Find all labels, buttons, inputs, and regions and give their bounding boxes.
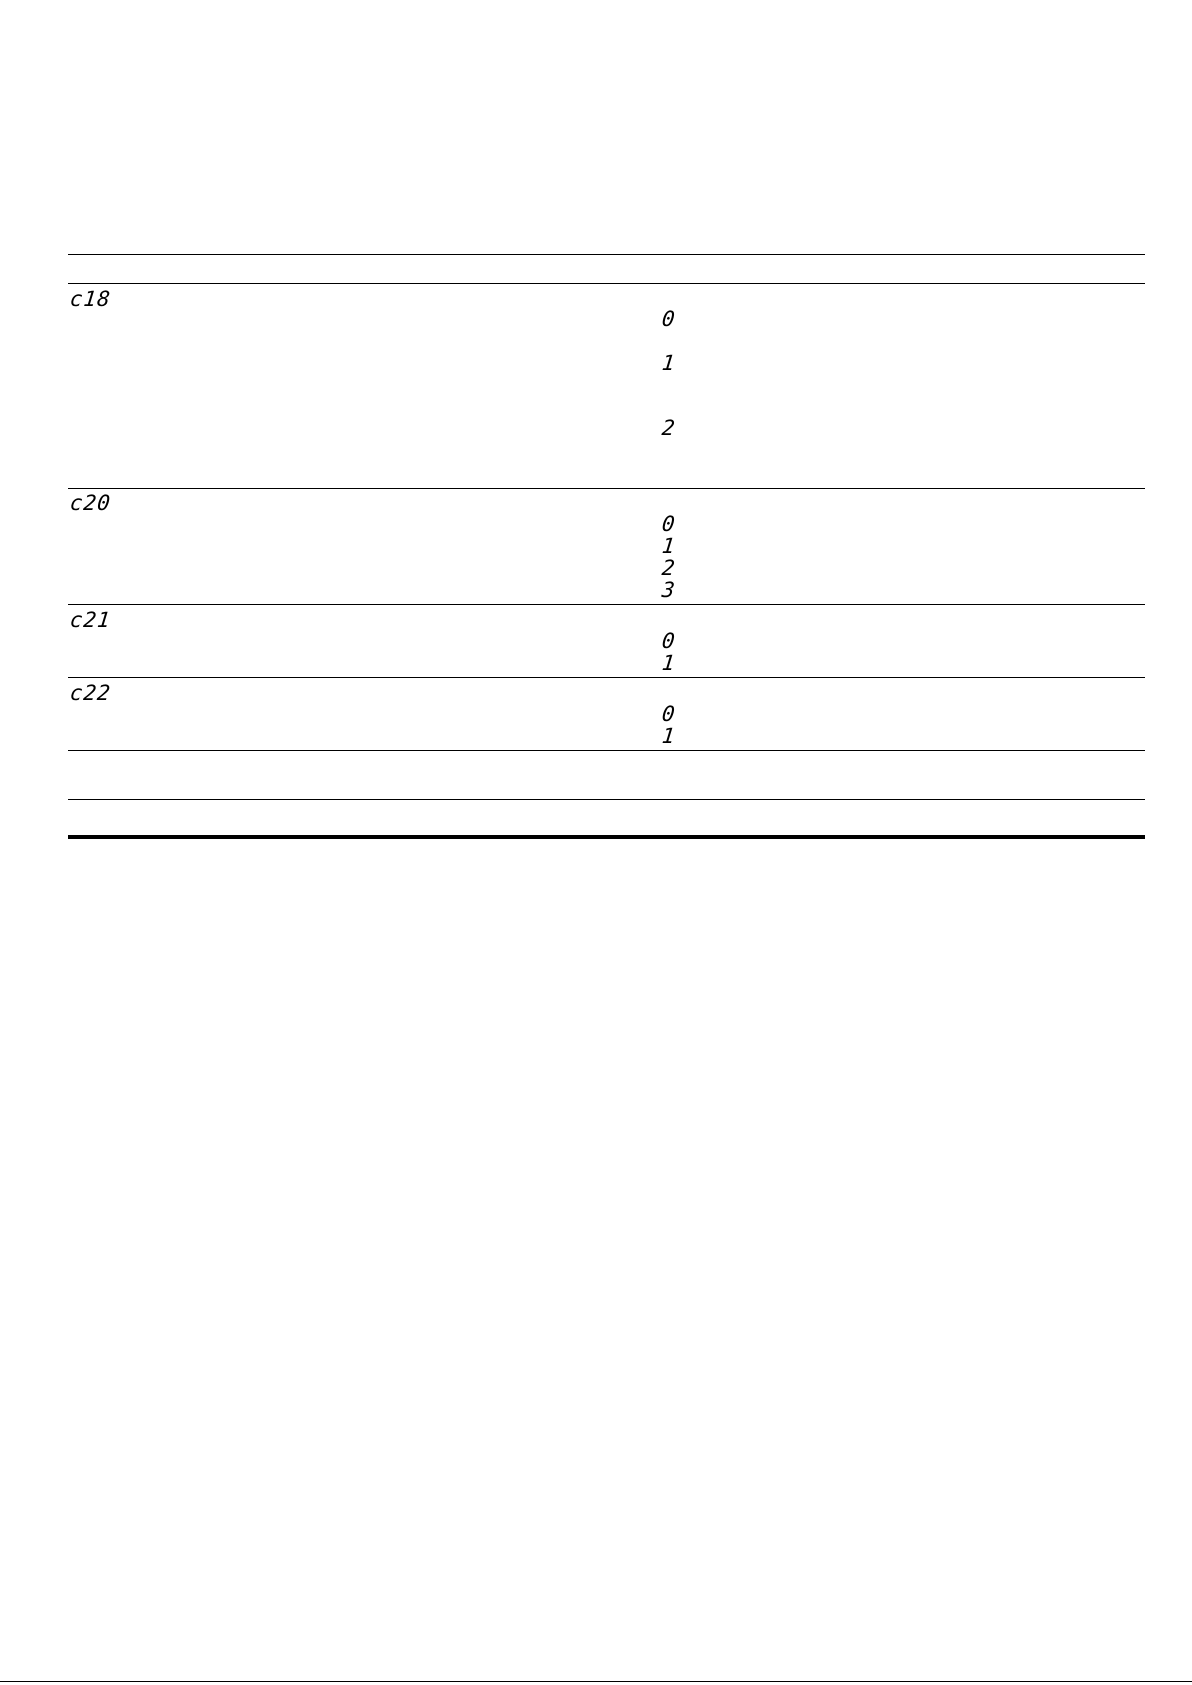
row-divider: [68, 604, 1145, 605]
setting-code: c20: [68, 491, 113, 515]
table-top-rule: [68, 254, 1145, 255]
setting-code: c22: [68, 681, 113, 705]
setting-value: 1: [660, 724, 677, 748]
row-divider: [68, 488, 1145, 489]
setting-value: 0: [660, 702, 677, 726]
row-divider: [68, 677, 1145, 678]
table-header-rule: [68, 283, 1145, 284]
setting-code: c21: [68, 608, 113, 632]
row-divider: [68, 799, 1145, 800]
setting-value: 3: [660, 578, 677, 602]
row-divider: [68, 750, 1145, 751]
setting-value: 2: [660, 556, 677, 580]
setting-value: 0: [660, 629, 677, 653]
table-bottom-rule: [68, 835, 1145, 839]
setting-value: 0: [660, 512, 677, 536]
setting-value: 2: [660, 416, 677, 440]
page-footer-rule: [0, 1681, 1192, 1682]
setting-value: 0: [660, 307, 677, 331]
setting-value: 1: [660, 534, 677, 558]
setting-value: 1: [660, 651, 677, 675]
setting-code: c18: [68, 287, 113, 311]
setting-value: 1: [660, 351, 677, 375]
